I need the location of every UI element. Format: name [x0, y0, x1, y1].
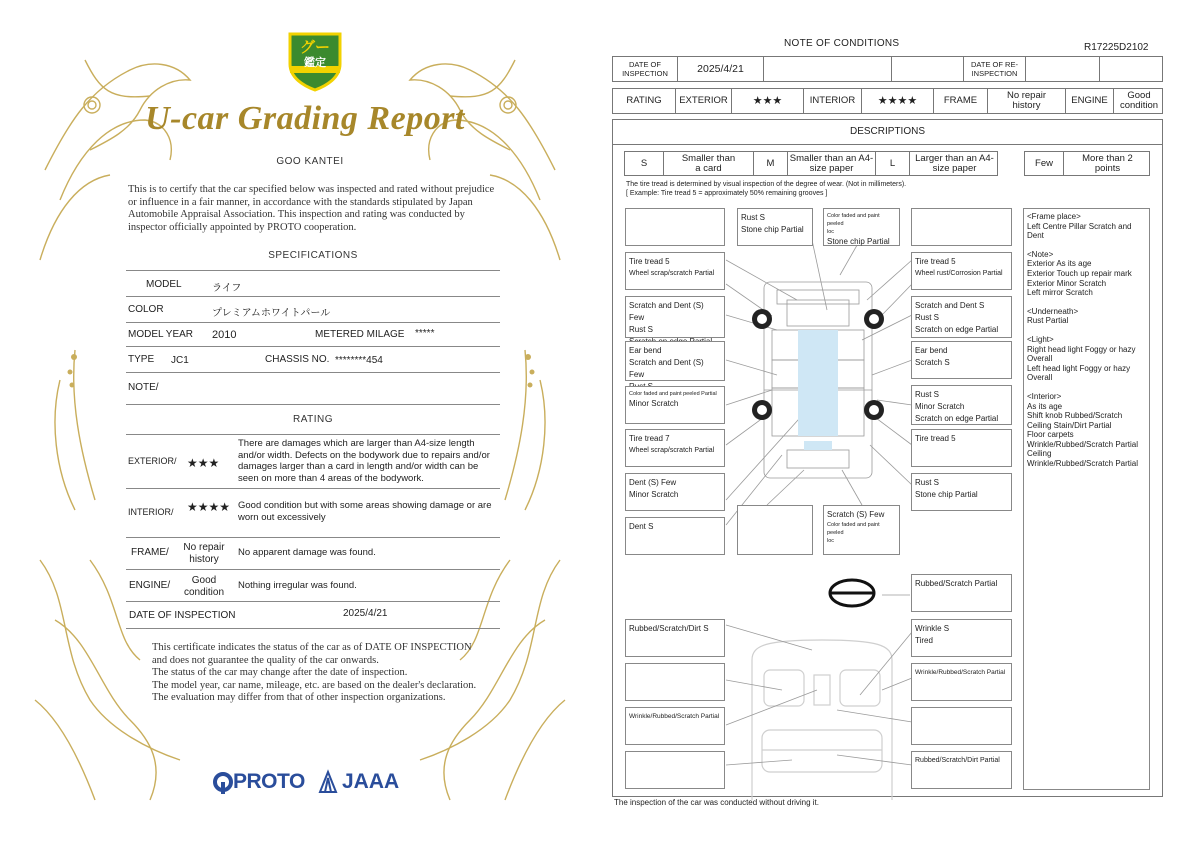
legend-few-desc: More than 2 points — [1063, 152, 1151, 175]
type-label: TYPE — [128, 354, 155, 365]
summary-line: Wrinkle/Rubbed/Scratch Partial — [1027, 459, 1139, 469]
note-left-4 — [625, 386, 725, 424]
note-right-5: Tire tread 5 — [911, 429, 1012, 467]
note-text: Scratch S — [915, 358, 950, 367]
note-text: Dent (S) Few — [629, 478, 677, 487]
legend-s-desc: Smaller than a card — [663, 152, 753, 175]
summary-line: Wrinkle/Rubbed/Scratch Partial — [1027, 439, 1139, 449]
proto-logo-icon — [213, 772, 233, 794]
summary-line: Ceiling — [1027, 449, 1052, 459]
note-right-2 — [911, 296, 1012, 338]
legend-s: S — [640, 157, 648, 169]
sheet-footer: The inspection of the car was conducted without driving it. — [614, 798, 819, 807]
date-row — [612, 56, 1163, 82]
note-text: Rust S — [915, 390, 940, 399]
badge-middle-text: 鑑定 — [304, 57, 326, 69]
note-text: Minor Scratch — [915, 402, 965, 411]
note-left-3 — [625, 341, 725, 381]
exterior-stars: ★★★ — [187, 456, 220, 470]
summary-line: Rust Partial — [1027, 316, 1069, 326]
legend-m: M — [753, 152, 787, 175]
engine-label: ENGINE — [1065, 89, 1113, 113]
chassis-label: CHASSIS NO. — [265, 354, 330, 365]
inspection-date-value: 2025/4/21 — [343, 608, 388, 619]
note-text: Minor Scratch — [629, 490, 679, 499]
note-interior-l1: Rubbed/Scratch/Dirt S — [625, 619, 725, 657]
frame-label: FRAME — [933, 89, 987, 113]
footer-line: This certificate indicates the status of the car as of DATE OF INSPECTION and does not guarantee the quality of the car onwards. — [152, 642, 472, 666]
note-text: Wheel scrap/scratch Partial — [629, 270, 715, 277]
summary-line: <Interior> — [1027, 391, 1062, 401]
footer-line: The status of the car may change after the date of inspection. — [152, 667, 408, 678]
summary-line: Shift knob Rubbed/Scratch — [1027, 411, 1123, 421]
badge-top-text: グー — [299, 39, 330, 56]
note-bottom-mid — [823, 505, 900, 555]
note-top-rust — [737, 208, 813, 246]
note-right-6 — [911, 473, 1012, 511]
footer-line: The model year, car name, mileage, etc. are based on the dealer's declaration. — [152, 679, 477, 691]
tire-note-line: The tire tread is determined by visual inspection of the degree of wear. (Not in millimeters). — [626, 181, 907, 188]
note-box-empty — [625, 208, 725, 246]
note-text: Stone chip Partial — [741, 225, 804, 234]
frame-value: No repair history — [183, 542, 225, 565]
date-inspection-value: 2025/4/21 — [677, 57, 763, 81]
interior-description: Good condition but with some areas showing damage or are worn out excessively — [238, 500, 492, 523]
report-subtitle: GOO KANTEI — [276, 156, 344, 167]
inspection-date-label: DATE OF INSPECTION — [129, 610, 236, 621]
specifications-heading: SPECIFICATIONS — [268, 250, 358, 261]
few-legend — [1024, 151, 1150, 176]
summary-line: Right head light Foggy or hazy Overall — [1027, 344, 1136, 364]
frame-label: FRAME/ — [131, 547, 169, 558]
note-box-empty — [625, 751, 725, 789]
note-text: Tire tread 5 — [915, 257, 956, 266]
chassis-value: ********454 — [335, 355, 383, 366]
note-interior-r2 — [911, 619, 1012, 657]
legend-few: Few — [1035, 157, 1053, 169]
note-text: Tire tread 7 — [629, 434, 670, 443]
note-text: Stone chip Partial — [915, 490, 978, 499]
exterior-label: EXTERIOR — [675, 89, 731, 113]
model-label: MODEL — [146, 279, 182, 290]
note-box-empty — [911, 208, 1012, 246]
note-text: Ear bend — [915, 346, 948, 355]
engine-description: Nothing irregular was found. — [238, 580, 357, 591]
date-reinspection-label: DATE OF RE-INSPECTION — [963, 57, 1025, 81]
model-year-label: MODEL YEAR — [128, 329, 194, 340]
note-text: Scratch on edge Partial — [915, 325, 999, 334]
size-legend — [624, 151, 998, 176]
note-text: Scratch and Dent S — [915, 301, 985, 310]
note-text: Rust S — [915, 478, 940, 487]
interior-stars: ★★★★ — [861, 89, 933, 113]
note-text-small: Color faded and paint peeled — [827, 213, 880, 227]
note-right-4 — [911, 385, 1012, 425]
certificate-footer — [152, 642, 482, 705]
summary-line: Exterior Minor Scratch — [1027, 278, 1107, 288]
note-text: Wheel rust/Corrosion Partial — [915, 270, 1003, 277]
frame-value: No repair history — [987, 89, 1065, 113]
tire-example-line: [ Example: Tire tread 5 = approximately 50% remaining grooves ] — [626, 190, 828, 197]
metered-mileage-value: ***** — [415, 328, 435, 339]
summary-line: Left mirror Scratch — [1027, 288, 1093, 298]
note-of-conditions-sheet — [600, 0, 1200, 848]
engine-value: Good condition — [1113, 89, 1164, 113]
note-text: Scratch and Dent (S) Few — [629, 358, 704, 379]
summary-line: Exterior As its age — [1027, 259, 1092, 269]
certification-statement: This is to certify that the car specified below was inspected and rated without prejudice or influence in a fair manner, in accordance with the standards stipulated by Japan Automobile Appraisal Association. This inspection and rating was conducted by inspector officially appointed by PROTO cooperation. — [128, 184, 495, 233]
note-text: Rust S — [741, 213, 766, 222]
summary-line: As its age — [1027, 401, 1063, 411]
summary-line: Ceiling Stain/Dirt Partial — [1027, 420, 1112, 430]
note-text: Rust S — [915, 313, 940, 322]
note-text-small: Color faded and paint peeled Partial — [629, 391, 717, 397]
proto-logo: PROTO — [233, 770, 305, 793]
summary-line: <Underneath> — [1027, 306, 1079, 316]
summary-line: Floor carpets — [1027, 430, 1074, 440]
note-text: Rust S — [629, 325, 654, 334]
rating-heading: RATING — [292, 414, 334, 425]
note-interior-r3: Wrinkle/Rubbed/Scratch Partial — [911, 663, 1012, 701]
descriptions-heading: DESCRIPTIONS — [849, 126, 925, 137]
legend-m-desc: Smaller than an A4-size paper — [787, 152, 875, 175]
note-text-small: Color faded and paint peeled — [827, 522, 880, 536]
interior-stars: ★★★★ — [187, 500, 231, 514]
interior-label: INTERIOR — [803, 89, 861, 113]
tire-note — [626, 180, 906, 198]
note-left-7: Dent S — [625, 517, 725, 555]
note-left-6 — [625, 473, 725, 511]
note-text: Scratch and Dent (S) Few — [629, 301, 704, 322]
rating-row — [612, 88, 1163, 114]
legend-l: L — [875, 152, 909, 175]
note-text-small: loc — [827, 538, 835, 544]
summary-line: <Note> — [1027, 249, 1054, 259]
note-right-1 — [911, 252, 1012, 290]
jaaa-logo: JAAA — [342, 770, 400, 793]
note-interior-l3: Wrinkle/Rubbed/Scratch Partial — [625, 707, 725, 745]
note-text: Minor Scratch — [629, 399, 679, 408]
note-interior-r5: Rubbed/Scratch/Dirt Partial — [911, 751, 1012, 789]
note-text: Tire tread 5 — [629, 257, 670, 266]
model-value: ライフ — [212, 283, 242, 294]
note-label: NOTE/ — [128, 382, 159, 393]
engine-value: Good condition — [183, 575, 225, 598]
note-left-1 — [625, 252, 725, 290]
note-box-empty — [737, 505, 813, 555]
note-text: Scratch on edge Partial — [915, 414, 999, 423]
note-text: Ear bend — [629, 346, 662, 355]
note-interior-steering: Rubbed/Scratch Partial — [911, 574, 1012, 612]
summary-line: Exterior Touch up repair mark — [1027, 268, 1132, 278]
type-value: JC1 — [171, 355, 189, 366]
note-left-2 — [625, 296, 725, 338]
note-text: Stone chip Partial — [827, 237, 890, 246]
note-text: Scratch (S) Few — [827, 510, 885, 519]
note-right-3 — [911, 341, 1012, 379]
exterior-stars: ★★★ — [731, 89, 803, 113]
footer-line: The evaluation may differ from that of other inspection organizations. — [152, 692, 446, 703]
engine-label: ENGINE/ — [129, 580, 171, 591]
exterior-label: EXTERIOR/ — [128, 456, 177, 466]
rating-label: RATING — [626, 95, 662, 106]
note-text: Tired — [915, 636, 933, 645]
summary-line: Left head light Foggy or hazy Overall — [1027, 363, 1131, 383]
note-box-empty — [911, 707, 1012, 745]
report-id: R17225D2102 — [1084, 42, 1149, 53]
interior-label: INTERIOR/ — [128, 507, 174, 517]
note-text-small: loc — [827, 229, 835, 235]
note-box-empty — [625, 663, 725, 701]
legend-l-desc: Larger than an A4-size paper — [909, 152, 999, 175]
color-label: COLOR — [128, 304, 164, 315]
summary-panel — [1023, 208, 1150, 790]
note-text: Wrinkle S — [915, 624, 950, 633]
metered-mileage-label: METERED MILAGE — [315, 329, 405, 340]
summary-line: <Frame place> — [1027, 212, 1081, 221]
exterior-description: There are damages which are larger than A4-size length and/or width. Defects on the bodywork due to repairs and/or damages larger than a card in length and/or width can be seen on more than 4 areas of the bodywork. — [238, 438, 490, 484]
summary-line: <Light> — [1027, 334, 1054, 344]
date-inspection-label: DATE OF INSPECTION — [622, 60, 668, 78]
sheet-title: NOTE OF CONDITIONS — [784, 38, 900, 49]
summary-line: Left Centre Pillar Scratch and Dent — [1027, 221, 1132, 241]
report-title: U-car Grading Report — [145, 100, 465, 137]
note-top-color — [823, 208, 900, 246]
color-value: プレミアムホワイトパール — [212, 308, 331, 319]
note-text: Wheel scrap/scratch Partial — [629, 447, 715, 454]
jaaa-logo-icon — [318, 770, 338, 794]
frame-description: No apparent damage was found. — [238, 547, 376, 558]
note-left-5 — [625, 429, 725, 467]
model-year-value: 2010 — [212, 329, 237, 341]
